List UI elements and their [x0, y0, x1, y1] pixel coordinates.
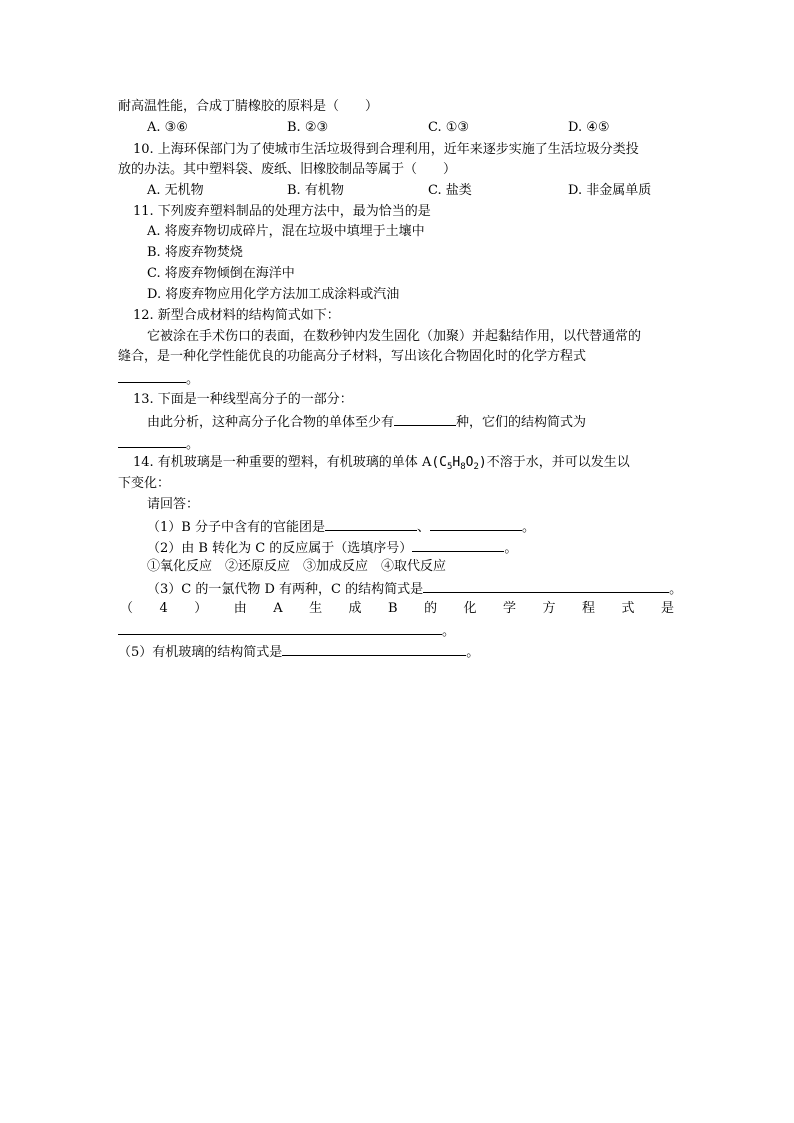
q12-line3: 。 — [118, 368, 199, 388]
q11-option-c: C. 将废弃物倾倒在海洋中 — [147, 266, 295, 281]
q14-line2: 下变化： — [118, 476, 171, 491]
q14-p4-token: 程 — [582, 601, 596, 616]
q12-line2: 缝合，是一种化学性能优良的功能高分子材料，写出该化合物固化时的化学方程式 — [118, 349, 587, 364]
q14-p4-token: （ — [120, 601, 134, 616]
q14-p4-token: ） — [194, 601, 208, 616]
q13-line1: 由此分析，这种高分子化合物的单体至少有 种，它们的结构简式为 — [147, 411, 586, 431]
q11-option-a: A. 将废弃物切成碎片，混在垃圾中填埋于土壤中 — [147, 224, 425, 239]
q14-line1: 14. 有机玻璃是一种重要的塑料，有机玻璃的单体 $A(C_5H_8O_2)$不溶于水，并可以发生以 — [133, 455, 630, 472]
q13-structure-blank[interactable] — [118, 433, 186, 448]
q9-option-a: A. ③⑥ — [147, 120, 188, 135]
q14-p1-blank-2[interactable] — [430, 516, 522, 531]
q14-p3-blank[interactable] — [423, 578, 669, 593]
q14-p4-token: 由 — [233, 601, 247, 616]
q14-p4-token: B — [388, 601, 398, 616]
q14-part5: （5）有机玻璃的结构简式是 。 — [118, 641, 479, 661]
q14-part4 — [120, 599, 674, 619]
q14-p1-blank-1[interactable] — [325, 516, 417, 531]
q14-p4-token: 学 — [503, 601, 517, 616]
q14-p4-token: 化 — [463, 601, 477, 616]
q14-p4-token: 是 — [660, 601, 674, 616]
q14-p5-blank[interactable] — [282, 641, 466, 656]
q12-stem: 12. 新型合成材料的结构简式如下： — [133, 308, 340, 323]
q9-option-d: D. ④⑤ — [568, 120, 610, 135]
q14-formula: $(C_5H_8O_2)$ — [431, 455, 487, 472]
q14-p4-token: 成 — [348, 601, 362, 616]
q10-option-d: D. 非金属单质 — [568, 183, 652, 198]
q14-part3: （3）C 的一氯代物 D 有两种，C 的结构简式是 。 — [147, 578, 682, 598]
q9-option-c: C. ①③ — [428, 120, 470, 135]
q9-tail: 耐高温性能，合成丁腈橡胶的原料是（ ） — [118, 99, 379, 114]
q9-option-b: B. ②③ — [287, 120, 329, 135]
q10-option-c: C. 盐类 — [428, 183, 472, 198]
q11-stem: 11. 下列废弃塑料制品的处理方法中，最为恰当的是 — [133, 204, 431, 219]
q12-line1: 它被涂在手术伤口的表面，在数秒钟内发生固化（加聚）并起黏结作用，以代替通常的 — [147, 329, 642, 344]
q10-line1: 10. 上海环保部门为了使城市生活垃圾得到合理利用，近年来逐步实施了生活垃圾分类投 — [133, 142, 639, 157]
q13-stem: 13. 下面是一种线型高分子的一部分： — [133, 392, 353, 407]
q10-option-b: B. 有机物 — [287, 183, 344, 198]
q14-part1: （1）B 分子中含有的官能团是 、 。 — [147, 516, 535, 536]
q14-part4-answer: 。 — [118, 620, 455, 640]
q14-p4-token: 4 — [159, 601, 168, 616]
q14-p4-token: 的 — [424, 601, 438, 616]
q11-option-d: D. 将废弃物应用化学方法加工成涂料或汽油 — [147, 287, 400, 302]
q14-part2-choices: ①氧化反应 ②还原反应 ③加成反应 ④取代反应 — [147, 559, 447, 574]
q10-option-a: A. 无机物 — [147, 183, 204, 198]
q13-line2: 。 — [118, 433, 199, 453]
q12-answer-blank[interactable] — [118, 368, 186, 383]
q14-p4-token: A — [273, 601, 283, 616]
q13-count-blank[interactable] — [394, 411, 456, 426]
q14-p4-token: 方 — [542, 601, 556, 616]
q14-p2-blank[interactable] — [412, 537, 504, 552]
q14-part2: （2）由 B 转化为 C 的反应属于（选填序号） 。 — [147, 537, 517, 557]
q14-p4-token: 生 — [309, 601, 323, 616]
q11-option-b: B. 将废弃物焚烧 — [147, 245, 243, 260]
q14-p4-blank[interactable] — [118, 620, 442, 635]
q14-prompt: 请回答： — [147, 497, 200, 512]
q14-p4-token: 式 — [621, 601, 635, 616]
q10-line2: 放的办法。其中塑料袋、废纸、旧橡胶制品等属于（ ） — [118, 162, 457, 177]
